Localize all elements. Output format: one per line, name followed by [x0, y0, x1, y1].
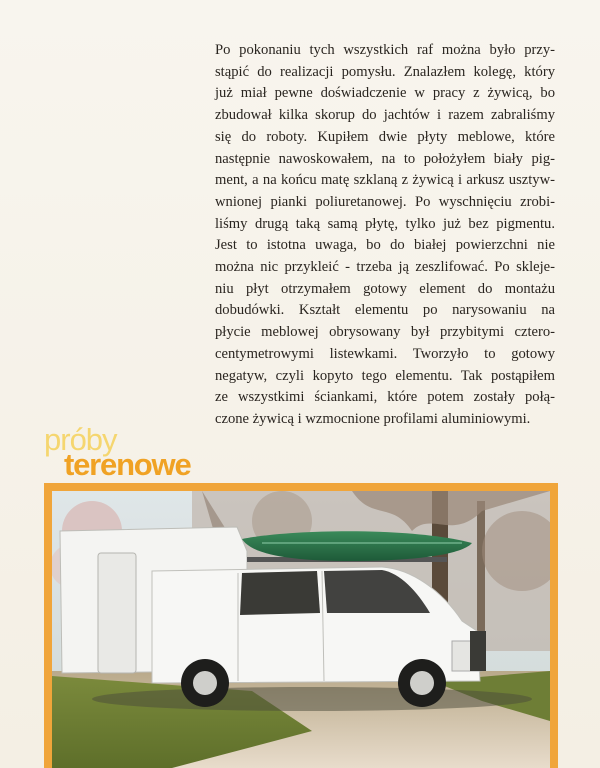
article-line: następnie nawoskowałem, na to położyłem biały pig-	[215, 150, 555, 167]
article-line: liśmy drugą taką samą płytę, tylko już bez pigmentu.	[215, 215, 555, 232]
heading-line-1: próby	[44, 422, 117, 457]
article-line: płycie meblowej obrysowany był przybitymi cztero-	[215, 324, 555, 341]
article-line: ment, a na końcu matę szklaną z żywicą i arkusz usztyw-	[215, 172, 555, 189]
article-line: wnionej pianki poliuretanowej. Po wyschnięciu zrobi-	[215, 193, 555, 210]
article-line: centymetrowymi listewkami. Tworzyło to gotowy	[215, 345, 555, 362]
van-photo-illustration	[52, 491, 550, 768]
article-line: czone żywicą i wzmocnione profilami aluminiowymi.	[215, 410, 531, 427]
article-line: ze wszystkimi ściankami, które potem zostały połą-	[215, 389, 555, 406]
front-wheel	[398, 659, 446, 707]
article-line: już miał pewne doświadczenie w pracy z żywicą, bo	[215, 85, 555, 102]
article-line: się do roboty. Kupiłem dwie płyty meblowe, które	[215, 128, 555, 145]
article-line: zbudował kilka skorup do jachtów i razem zabraliśmy	[215, 107, 555, 124]
photo-frame	[44, 483, 558, 768]
section-heading	[44, 424, 191, 480]
rear-wheel	[181, 659, 229, 707]
article-line: można nic przykleić - trzeba ją zeszlifować. Po skleje-	[215, 259, 555, 276]
article-body	[215, 40, 555, 431]
article-line: Po pokonaniu tych wszystkich raf można było przy-	[215, 42, 555, 58]
article-line: dobudówki. Kształt elementu po narysowaniu na	[215, 302, 555, 319]
article-line: Jest to istotna uwaga, bo do białej powierzchni nie	[215, 237, 555, 254]
article-line: niu płyt otrzymałem gotowy element do montażu	[215, 280, 555, 297]
article-line: negatyw, czyli kopyto tego elementu. Tak postąpiłem	[215, 367, 555, 384]
van-photo	[52, 491, 550, 768]
heading-line-2: terenowe	[64, 447, 191, 482]
article-line: stąpić do realizacji pomysłu. Znalazłem kolegę, który	[215, 63, 555, 80]
